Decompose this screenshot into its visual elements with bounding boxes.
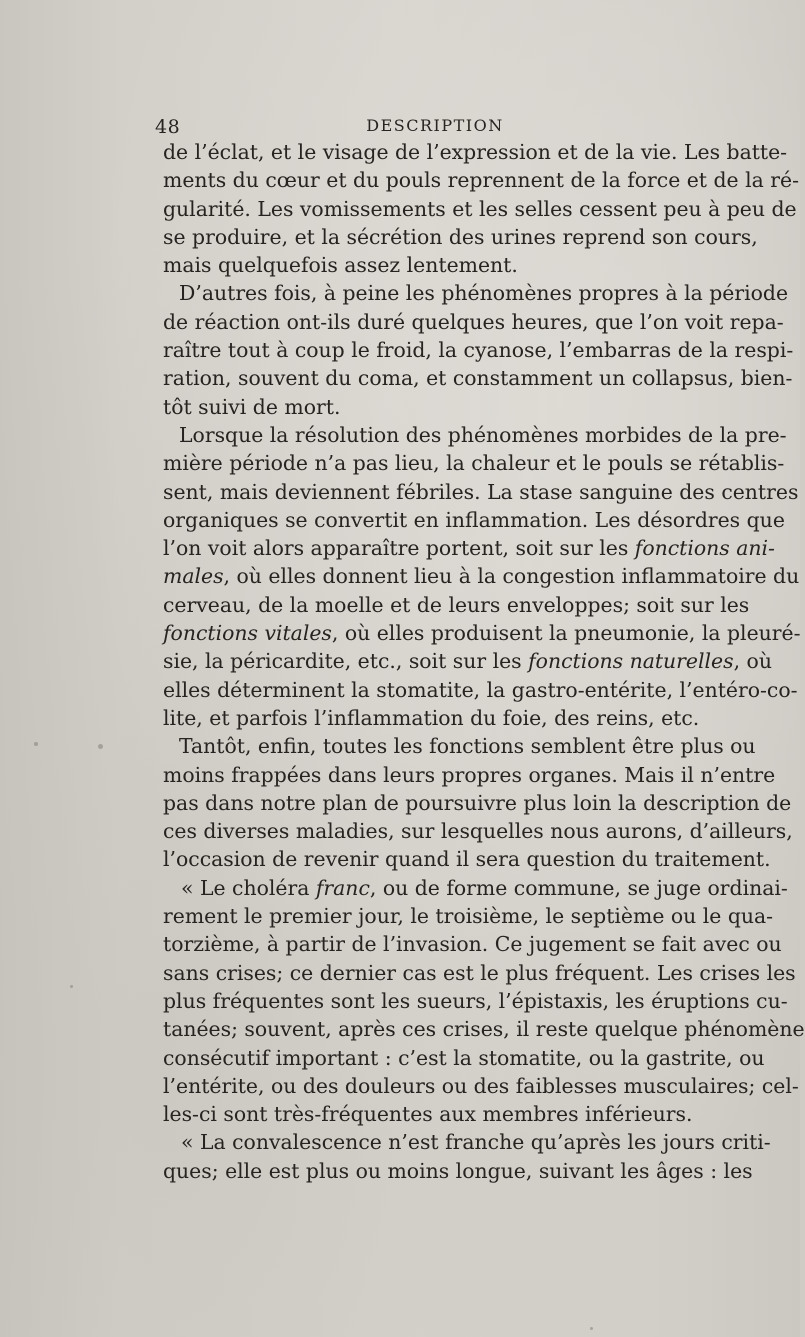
text-segment: l’on voit alors apparaître portent, soit sur les <box>163 536 635 561</box>
text-line <box>163 195 797 223</box>
text-segment: ces diverses maladies, sur lesquelles nous aurons, d’ailleurs, <box>163 819 793 844</box>
text-line <box>163 959 796 987</box>
text-line <box>163 336 794 364</box>
text-segment: les-ci sont très-fréquentes aux membres inférieurs. <box>163 1102 693 1127</box>
text-line <box>163 138 788 166</box>
text-line <box>163 1128 771 1156</box>
paper-speck <box>34 742 38 746</box>
text-line <box>163 449 785 477</box>
text-segment: « Le choléra <box>181 875 316 900</box>
text-line <box>163 591 750 619</box>
paper-speck <box>590 1327 593 1330</box>
text-segment: ques; elle est plus ou moins longue, suivant les âges : les <box>163 1158 753 1183</box>
text-segment: sent, mais deviennent fébriles. La stase sanguine des centres <box>163 479 799 504</box>
text-segment: ments du cœur et du pouls reprennent de la force et de la ré- <box>163 168 799 193</box>
italic-term: fonctions ani- <box>634 536 775 561</box>
text-segment: de l’éclat, et le visage de l’expression et de la vie. Les batte- <box>163 140 788 164</box>
text-segment: raître tout à coup le froid, la cyanose, l’embarras de la respi- <box>163 338 794 363</box>
text-segment: l’occasion de revenir quand il sera question du traitement. <box>163 847 771 872</box>
text-line <box>163 562 800 590</box>
text-line <box>163 534 775 562</box>
body-text <box>163 138 805 1185</box>
text-line <box>163 1072 799 1100</box>
text-segment: Tantôt, enfin, toutes les fonctions semblent être plus ou <box>179 734 756 759</box>
text-line <box>163 1015 805 1043</box>
text-segment: consécutif important : c’est la stomatite, ou la gastrite, ou <box>163 1045 765 1070</box>
italic-term: fonctions naturelles <box>528 649 734 674</box>
italic-term: fonctions vitales <box>163 621 332 646</box>
text-segment: Lorsque la résolution des phénomènes morbides de la pre- <box>179 422 787 447</box>
text-segment: pas dans notre plan de poursuivre plus loin la description de <box>163 790 792 815</box>
italic-term: franc <box>315 875 370 900</box>
italic-term: males <box>163 564 224 589</box>
text-line <box>163 732 756 760</box>
text-segment: mais quelquefois assez lentement. <box>163 253 518 278</box>
text-line <box>163 1157 753 1185</box>
text-line <box>163 251 711 279</box>
paper-speck <box>70 985 73 988</box>
text-line <box>163 364 793 392</box>
text-segment: plus fréquentes sont les sueurs, l’épistaxis, les éruptions cu- <box>163 988 788 1013</box>
text-line <box>163 704 711 732</box>
paper-speck <box>98 744 103 749</box>
text-line <box>163 930 782 958</box>
text-line <box>163 1100 711 1128</box>
text-segment: « La convalescence n’est franche qu’après les jours criti- <box>181 1130 771 1155</box>
text-line <box>163 506 785 534</box>
text-segment: torzième, à partir de l’invasion. Ce jugement se fait avec ou <box>163 932 782 957</box>
text-segment: moins frappées dans leurs propres organes. Mais il n’entre <box>163 762 776 787</box>
text-segment: , où elles produisent la pneumonie, la pleuré- <box>331 621 801 646</box>
text-line <box>163 817 793 845</box>
text-line <box>163 478 799 506</box>
text-segment: D’autres fois, à peine les phénomènes propres à la période <box>179 281 789 306</box>
text-line <box>163 676 798 704</box>
text-segment: , ou de forme commune, se juge ordinai- <box>369 875 788 900</box>
text-line <box>163 421 787 449</box>
text-line <box>163 279 789 307</box>
text-line <box>163 874 788 902</box>
running-head: DESCRIPTION <box>366 116 504 135</box>
text-segment: sans crises; ce dernier cas est le plus fréquent. Les crises les <box>163 960 796 985</box>
text-segment: se produire, et la sécrétion des urines reprend son cours, <box>163 224 758 249</box>
text-segment: mière période n’a pas lieu, la chaleur et le pouls se rétablis- <box>163 451 785 476</box>
text-line <box>163 393 711 421</box>
text-segment: elles déterminent la stomatite, la gastro-entérite, l’entéro-co- <box>163 677 798 702</box>
text-segment: , où <box>733 649 772 674</box>
text-line <box>163 223 758 251</box>
text-line <box>163 619 801 647</box>
text-segment: cerveau, de la moelle et de leurs enveloppes; soit sur les <box>163 592 750 617</box>
text-segment: rement le premier jour, le troisième, le septième ou le qua- <box>163 904 774 929</box>
text-segment: tanées; souvent, après ces crises, il reste quelque phénomène <box>163 1017 805 1042</box>
text-line <box>163 789 792 817</box>
text-line <box>163 166 799 194</box>
text-segment: de réaction ont-ils duré quelques heures, que l’on voit repa- <box>163 309 784 334</box>
text-segment: , où elles donnent lieu à la congestion inflammatoire du <box>223 564 800 589</box>
text-segment: sie, la péricardite, etc., soit sur les <box>163 649 529 674</box>
text-segment: tôt suivi de mort. <box>163 394 341 419</box>
page-number: 48 <box>155 116 181 138</box>
text-line <box>163 845 771 873</box>
text-segment: lite, et parfois l’inflammation du foie, des reins, etc. <box>163 705 700 730</box>
text-line <box>163 1044 765 1072</box>
text-segment: l’entérite, ou des douleurs ou des faiblesses musculaires; cel- <box>163 1073 799 1098</box>
text-line <box>163 308 784 336</box>
text-line <box>163 987 788 1015</box>
text-segment: organiques se convertit en inflammation. Les désordres que <box>163 507 785 532</box>
text-line <box>163 761 776 789</box>
text-line <box>163 647 772 675</box>
text-segment: ration, souvent du coma, et constamment un collapsus, bien- <box>163 366 793 391</box>
text-line <box>163 902 774 930</box>
text-segment: gularité. Les vomissements et les selles cessent peu à peu de <box>163 196 797 221</box>
